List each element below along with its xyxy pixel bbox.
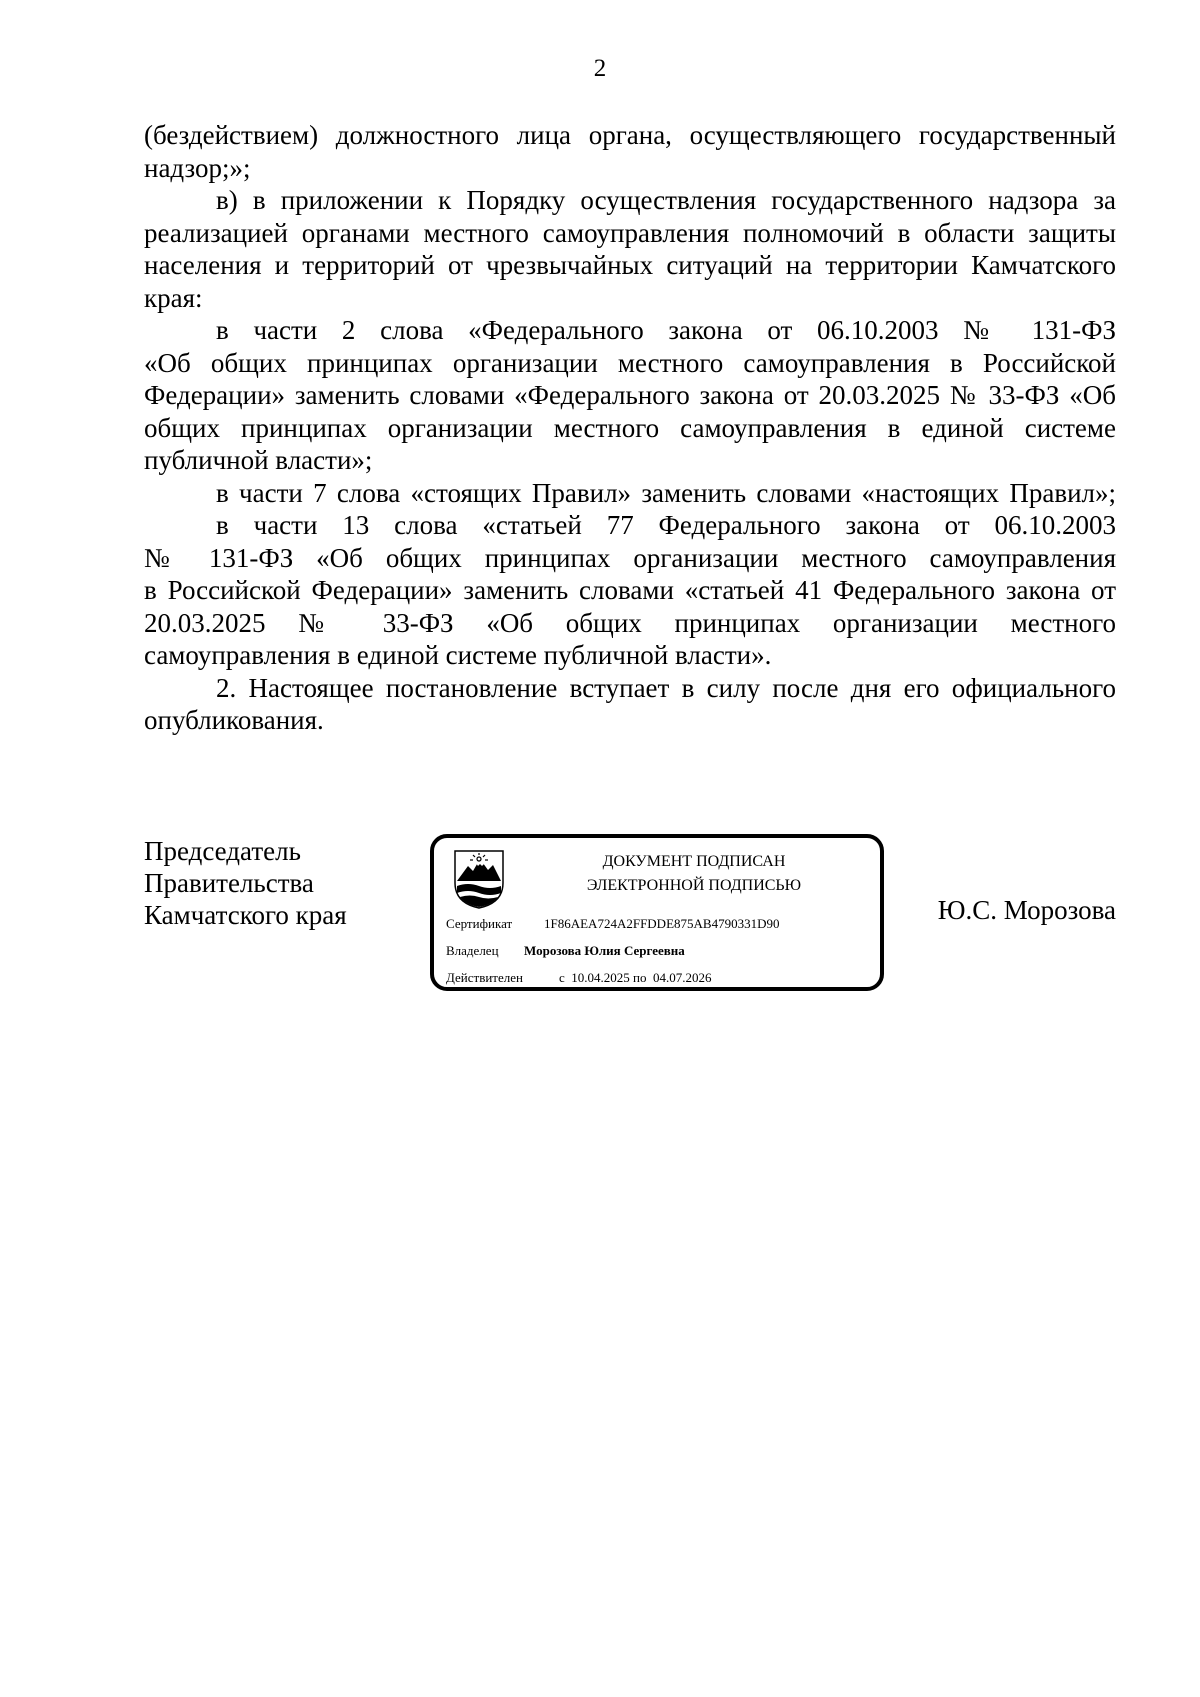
position-line: Председатель (144, 836, 301, 866)
text-line: реализацией органами местного самоуправления полномочий в области защиты (144, 217, 1116, 248)
text-line: 2. Настоящее постановление вступает в силу после дня его официального (216, 672, 1116, 703)
text-line: края: (144, 282, 203, 313)
signatory-name: Ю.С. Морозова (937, 895, 1116, 925)
paragraph (144, 672, 1116, 737)
certificate-row (446, 916, 779, 932)
text-line: 20.03.2025 № 33-ФЗ «Об общих принципах организации местного (144, 607, 1116, 638)
signatory-position (144, 835, 347, 931)
owner-label: Владелец (446, 943, 499, 958)
validity-label: Действителен (446, 970, 523, 985)
owner-value: Морозова Юлия Сергеевна (524, 943, 685, 958)
paragraph (144, 477, 1116, 510)
text-line: публичной власти»; (144, 445, 373, 475)
text-line: в части 13 слова «статьей 77 Федерального закона от 06.10.2003 (216, 510, 1116, 540)
text-line: населения и территорий от чрезвычайных ситуаций на территории Камчатского (144, 250, 1116, 280)
text-line: надзор;»; (144, 152, 251, 183)
text-line: № 131-ФЗ «Об общих принципах организации местного самоуправления (144, 542, 1116, 573)
text-line: в части 7 слова «стоящих Правил» заменить словами «настоящих Правил»; (216, 477, 1116, 508)
validity-row (446, 970, 711, 986)
text-line: самоуправления в единой системе публичной власти». (144, 640, 772, 670)
position-line: Правительства (144, 868, 314, 898)
text-line: в Российской Федерации» заменить словами «статьей 41 Федерального закона от (144, 575, 1116, 605)
electronic-signature-stamp (430, 834, 884, 991)
text-line: «Об общих принципах организации местного самоуправления в Российской (144, 347, 1116, 378)
paragraph (144, 314, 1116, 477)
validity-value: с 10.04.2025 по 04.07.2026 (559, 970, 712, 985)
text-line: в) в приложении к Порядку осуществления государственного надзора за (216, 185, 1116, 215)
text-line: опубликования. (144, 705, 324, 735)
paragraph (144, 509, 1116, 672)
page-number: 2 (593, 55, 607, 82)
text-line: (бездействием) должностного лица органа, осуществляющего государственный (144, 120, 1116, 150)
document-body (144, 119, 1116, 737)
certificate-label: Сертификат (446, 916, 513, 931)
owner-row (446, 943, 685, 959)
text-line: в части 2 слова «Федерального закона от 06.10.2003 № 131-ФЗ (216, 315, 1116, 345)
position-line: Камчатского края (144, 900, 347, 930)
kamchatka-emblem-icon (452, 849, 506, 909)
certificate-value: 1F86AEA724A2FFDDE875AB4790331D90 (544, 916, 780, 931)
text-line: общих принципах организации местного самоуправления в единой системе (144, 412, 1116, 443)
paragraph (144, 119, 1116, 184)
text-line: Федерации» заменить словами «Федерального закона от 20.03.2025 № 33-ФЗ «Об (144, 380, 1116, 410)
stamp-title: ДОКУМЕНТ ПОДПИСАН ЭЛЕКТРОННОЙ ПОДПИСЬЮ (586, 853, 802, 894)
paragraph (144, 184, 1116, 314)
